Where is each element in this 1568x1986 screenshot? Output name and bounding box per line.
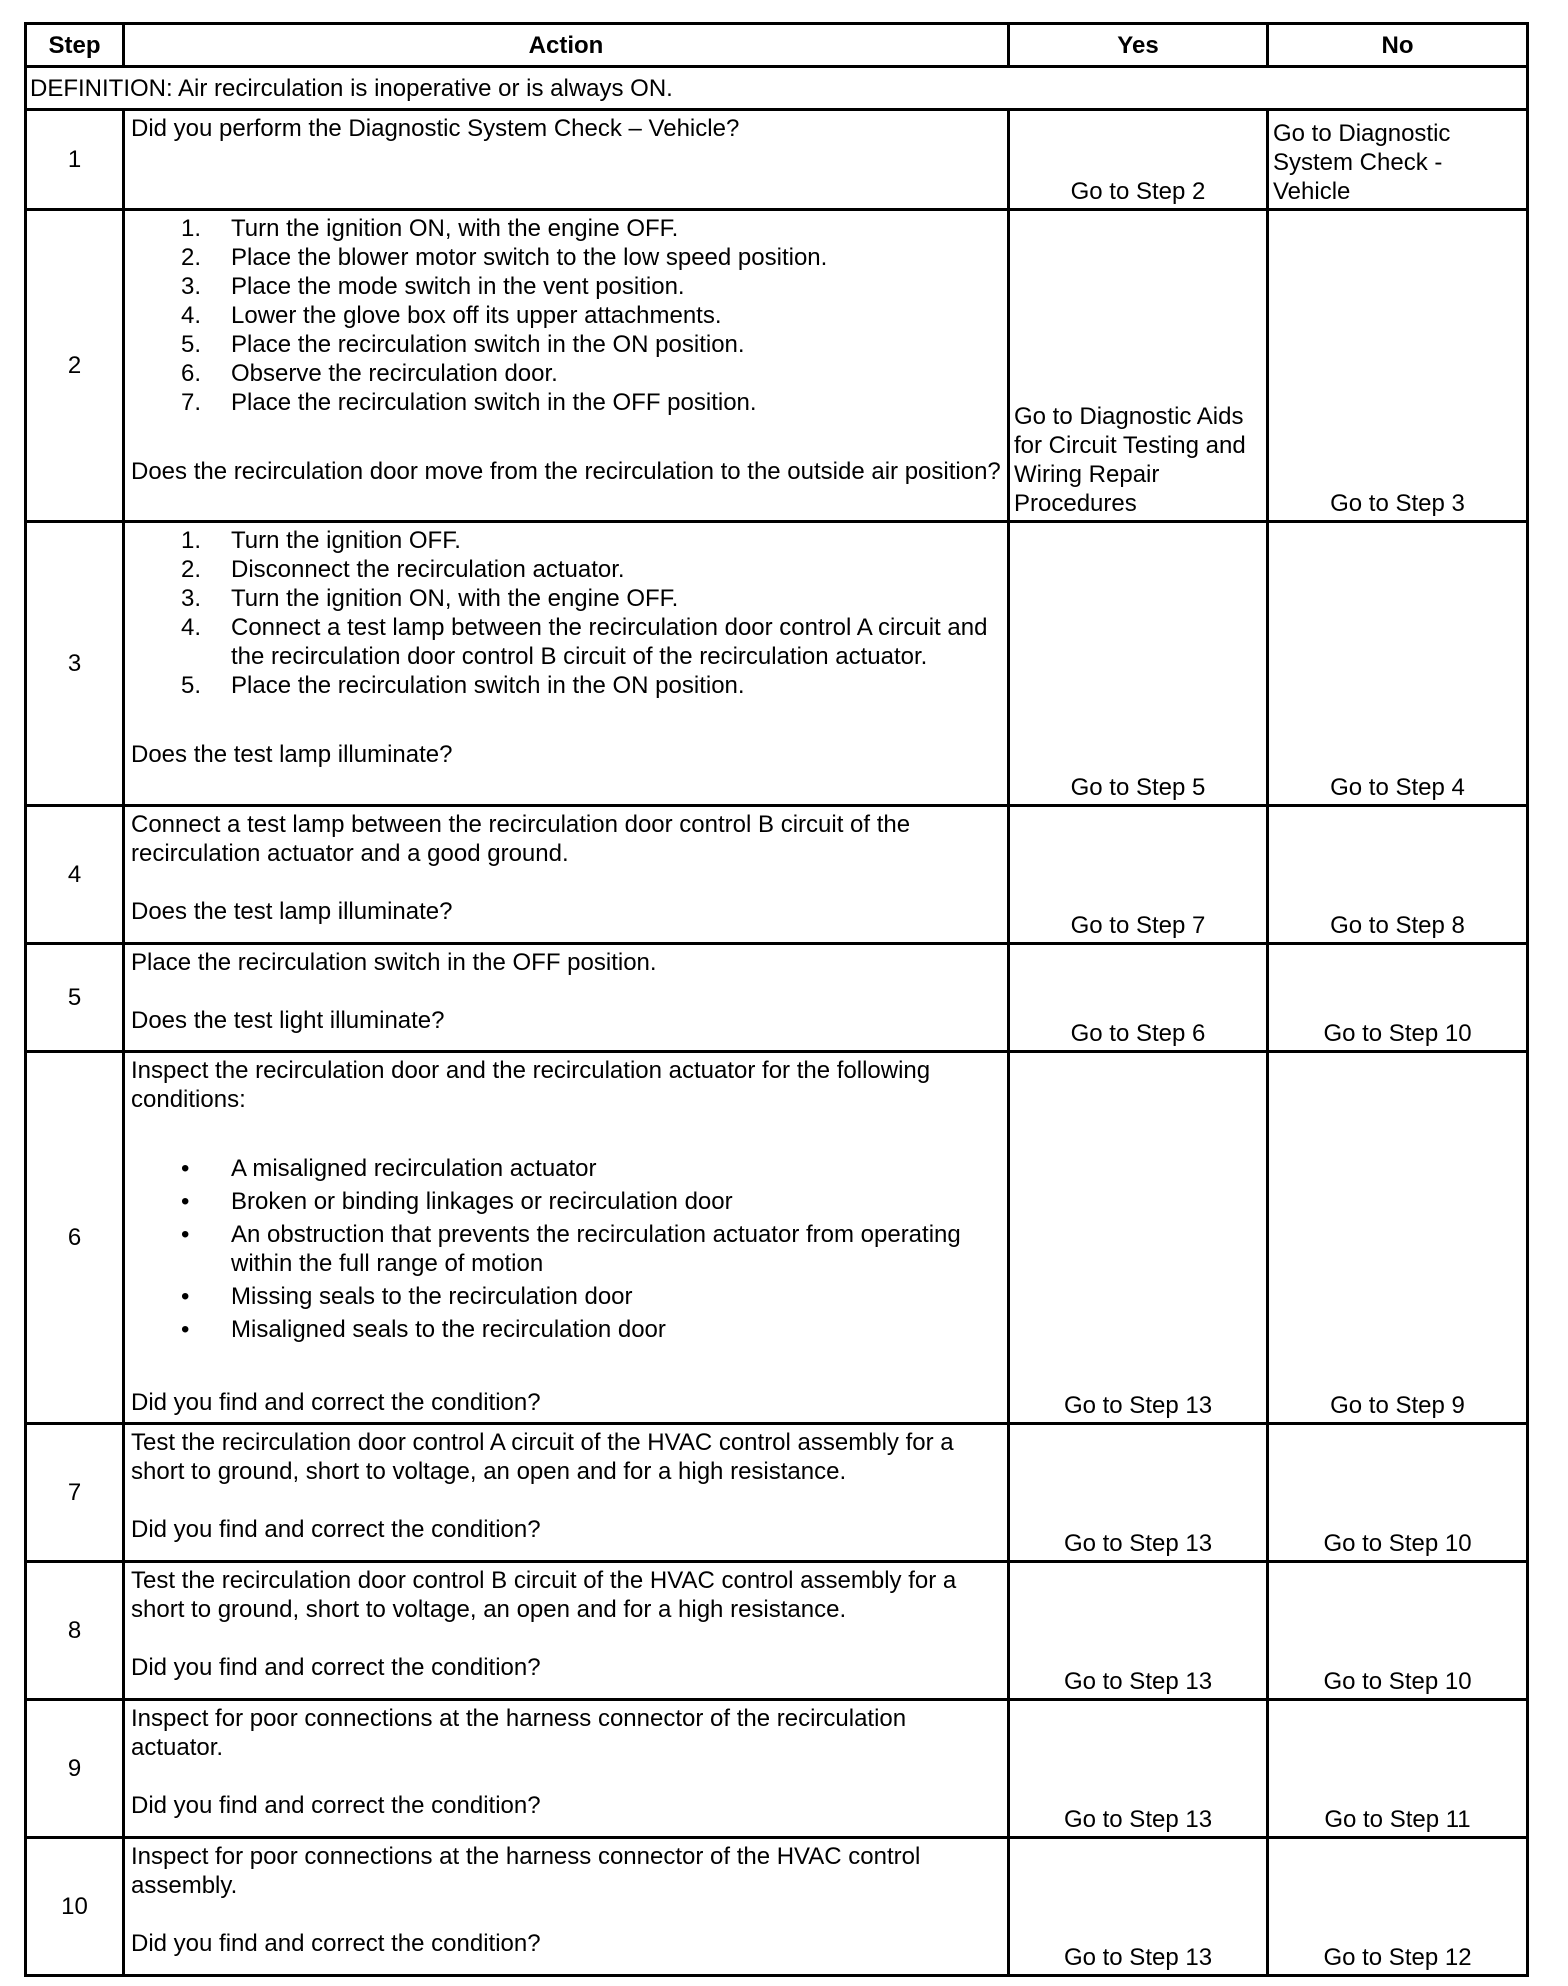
action-text: Place the recirculation switch in the OFF position. — [131, 949, 657, 976]
no-cell — [1268, 210, 1528, 522]
yes-link[interactable]: Go to Step 7 — [1070, 912, 1206, 939]
definition-row — [26, 67, 1528, 110]
no-cell — [1268, 110, 1528, 210]
question-text: Did you find and correct the condition? — [131, 1654, 541, 1681]
yes-link[interactable]: Go to Step 2 — [1070, 178, 1206, 205]
yes-cell — [1009, 1424, 1268, 1562]
action-text: Test the recirculation door control B circuit of the HVAC control assembly for a short to ground, short to voltage, an open and for a high resistance. — [131, 1567, 957, 1623]
list-item: 4. Lower the glove box off its upper attachments. — [181, 302, 722, 329]
no-link[interactable]: Go to Step 10 — [1323, 1530, 1472, 1557]
action-cell — [124, 1052, 1009, 1424]
list-item: 1. Turn the ignition OFF. — [181, 527, 461, 554]
list-item: 6. Observe the recirculation door. — [181, 360, 558, 387]
yes-cell — [1009, 806, 1268, 944]
yes-link[interactable]: Go to Step 5 — [1070, 774, 1206, 801]
no-link[interactable]: Go to Step 8 — [1330, 912, 1465, 939]
yes-cell — [1009, 522, 1268, 806]
no-cell — [1268, 944, 1528, 1052]
step-number: 10 — [26, 1838, 124, 1976]
no-cell — [1268, 522, 1528, 806]
no-link[interactable]: Go to Step 9 — [1330, 1392, 1465, 1419]
bullet-icon: • — [181, 1316, 190, 1343]
table-row — [26, 1562, 1528, 1700]
no-link[interactable]: Go to Diagnostic System Check - Vehicle — [1273, 120, 1451, 205]
action-text: Inspect for poor connections at the harness connector of the HVAC control assembly. — [131, 1843, 921, 1899]
no-cell — [1268, 1700, 1528, 1838]
step-number: 6 — [26, 1052, 124, 1424]
table-row — [26, 1052, 1528, 1424]
action-cell — [124, 210, 1009, 522]
yes-link[interactable]: Go to Step 13 — [1063, 1530, 1213, 1557]
list-item: 5. Place the recirculation switch in the ON position. — [181, 672, 745, 699]
table-row — [26, 210, 1528, 522]
no-cell — [1268, 1424, 1528, 1562]
question-text: Did you find and correct the condition? — [131, 1930, 541, 1957]
action-cell — [124, 806, 1009, 944]
table-row — [26, 944, 1528, 1052]
yes-link[interactable]: Go to Step 13 — [1063, 1806, 1213, 1833]
action-cell — [124, 944, 1009, 1052]
action-text: Connect a test lamp between the recirculation door control B circuit of the recirculation actuator and a good ground. — [131, 811, 911, 867]
yes-cell — [1009, 944, 1268, 1052]
yes-link[interactable]: Go to Step 13 — [1063, 1944, 1213, 1971]
list-item: • Misaligned seals to the recirculation door — [181, 1316, 666, 1343]
yes-cell — [1009, 210, 1268, 522]
action-cell — [124, 1424, 1009, 1562]
step-number: 1 — [26, 110, 124, 210]
list-item: 3. Turn the ignition ON, with the engine OFF. — [181, 585, 679, 612]
header-action: Action — [124, 24, 1009, 67]
procedure-list — [131, 214, 1001, 417]
question-text: Does the test lamp illuminate? — [131, 741, 453, 768]
yes-link[interactable]: Go to Step 13 — [1063, 1668, 1213, 1695]
no-cell — [1268, 1052, 1528, 1424]
no-link[interactable]: Go to Step 11 — [1324, 1806, 1471, 1833]
question-text: Does the test light illuminate? — [131, 1007, 445, 1034]
no-link[interactable]: Go to Step 12 — [1323, 1944, 1472, 1971]
yes-link[interactable]: Go to Diagnostic Aids for Circuit Testing and Wiring Repair Procedures — [1014, 403, 1246, 517]
diagnostic-table — [24, 22, 1529, 1977]
step-number: 4 — [26, 806, 124, 944]
action-text: Did you perform the Diagnostic System Check – Vehicle? — [131, 115, 740, 142]
question-text: Does the test lamp illuminate? — [131, 898, 453, 925]
table-row — [26, 1700, 1528, 1838]
no-cell — [1268, 1562, 1528, 1700]
question-text: Does the recirculation door move from the recirculation to the outside air position? — [131, 458, 1001, 485]
table-row — [26, 806, 1528, 944]
step-number: 8 — [26, 1562, 124, 1700]
action-cell — [124, 1562, 1009, 1700]
question-text: Did you find and correct the condition? — [131, 1389, 541, 1416]
step-number: 3 — [26, 522, 124, 806]
question-text: Did you find and correct the condition? — [131, 1792, 541, 1819]
action-cell — [124, 1838, 1009, 1976]
list-item: 2. Disconnect the recirculation actuator. — [181, 556, 625, 583]
definition-text: DEFINITION: Air recirculation is inoperative or is always ON. — [26, 67, 1528, 110]
header-yes: Yes — [1009, 24, 1268, 67]
list-item: 3. Place the mode switch in the vent position. — [181, 273, 685, 300]
bullet-icon: • — [181, 1155, 190, 1182]
action-cell — [124, 110, 1009, 210]
condition-list — [131, 1154, 1001, 1344]
table-row — [26, 522, 1528, 806]
diagnostic-document — [24, 22, 1526, 1977]
bullet-icon: • — [181, 1188, 190, 1215]
no-link[interactable]: Go to Step 4 — [1330, 774, 1465, 801]
yes-cell — [1009, 1700, 1268, 1838]
list-item: • Broken or binding linkages or recirculation door — [181, 1188, 733, 1215]
list-item: 4. Connect a test lamp between the recirculation door control A circuit and the recirculation door control B circuit of the recirculation actuator. — [181, 614, 988, 670]
action-cell — [124, 1700, 1009, 1838]
yes-cell — [1009, 110, 1268, 210]
bullet-icon: • — [181, 1221, 190, 1248]
table-row — [26, 1838, 1528, 1976]
bullet-icon: • — [181, 1283, 190, 1310]
list-item: 7. Place the recirculation switch in the OFF position. — [181, 389, 757, 416]
yes-cell — [1009, 1052, 1268, 1424]
no-cell — [1268, 1838, 1528, 1976]
action-text: Inspect for poor connections at the harness connector of the recirculation actuator. — [131, 1705, 907, 1761]
no-link[interactable]: Go to Step 10 — [1323, 1020, 1472, 1047]
list-item: 1. Turn the ignition ON, with the engine OFF. — [181, 215, 679, 242]
list-item: • Missing seals to the recirculation door — [181, 1283, 633, 1310]
list-item: • A misaligned recirculation actuator — [181, 1155, 597, 1182]
list-item: 5. Place the recirculation switch in the ON position. — [181, 331, 745, 358]
action-cell — [124, 522, 1009, 806]
step-number: 9 — [26, 1700, 124, 1838]
list-item: 2. Place the blower motor switch to the low speed position. — [181, 244, 828, 271]
header-no: No — [1268, 24, 1528, 67]
no-link[interactable]: Go to Step 10 — [1323, 1668, 1472, 1695]
list-item: • An obstruction that prevents the recirculation actuator from operating within the full range of motion — [181, 1221, 961, 1277]
action-text: Inspect the recirculation door and the recirculation actuator for the following conditions: — [131, 1057, 931, 1113]
yes-cell — [1009, 1838, 1268, 1976]
step-number: 7 — [26, 1424, 124, 1562]
question-text: Did you find and correct the condition? — [131, 1516, 541, 1543]
step-number: 2 — [26, 210, 124, 522]
action-text: Test the recirculation door control A circuit of the HVAC control assembly for a short to ground, short to voltage, an open and for a high resistance. — [131, 1429, 954, 1485]
yes-cell — [1009, 1562, 1268, 1700]
header-row — [26, 24, 1528, 67]
table-row — [26, 1424, 1528, 1562]
step-number: 5 — [26, 944, 124, 1052]
yes-link[interactable]: Go to Step 13 — [1063, 1392, 1213, 1419]
procedure-list — [131, 526, 1001, 700]
yes-link[interactable]: Go to Step 6 — [1070, 1020, 1206, 1047]
no-cell — [1268, 806, 1528, 944]
table-row — [26, 110, 1528, 210]
no-link[interactable]: Go to Step 3 — [1330, 490, 1465, 517]
header-step: Step — [26, 24, 124, 67]
